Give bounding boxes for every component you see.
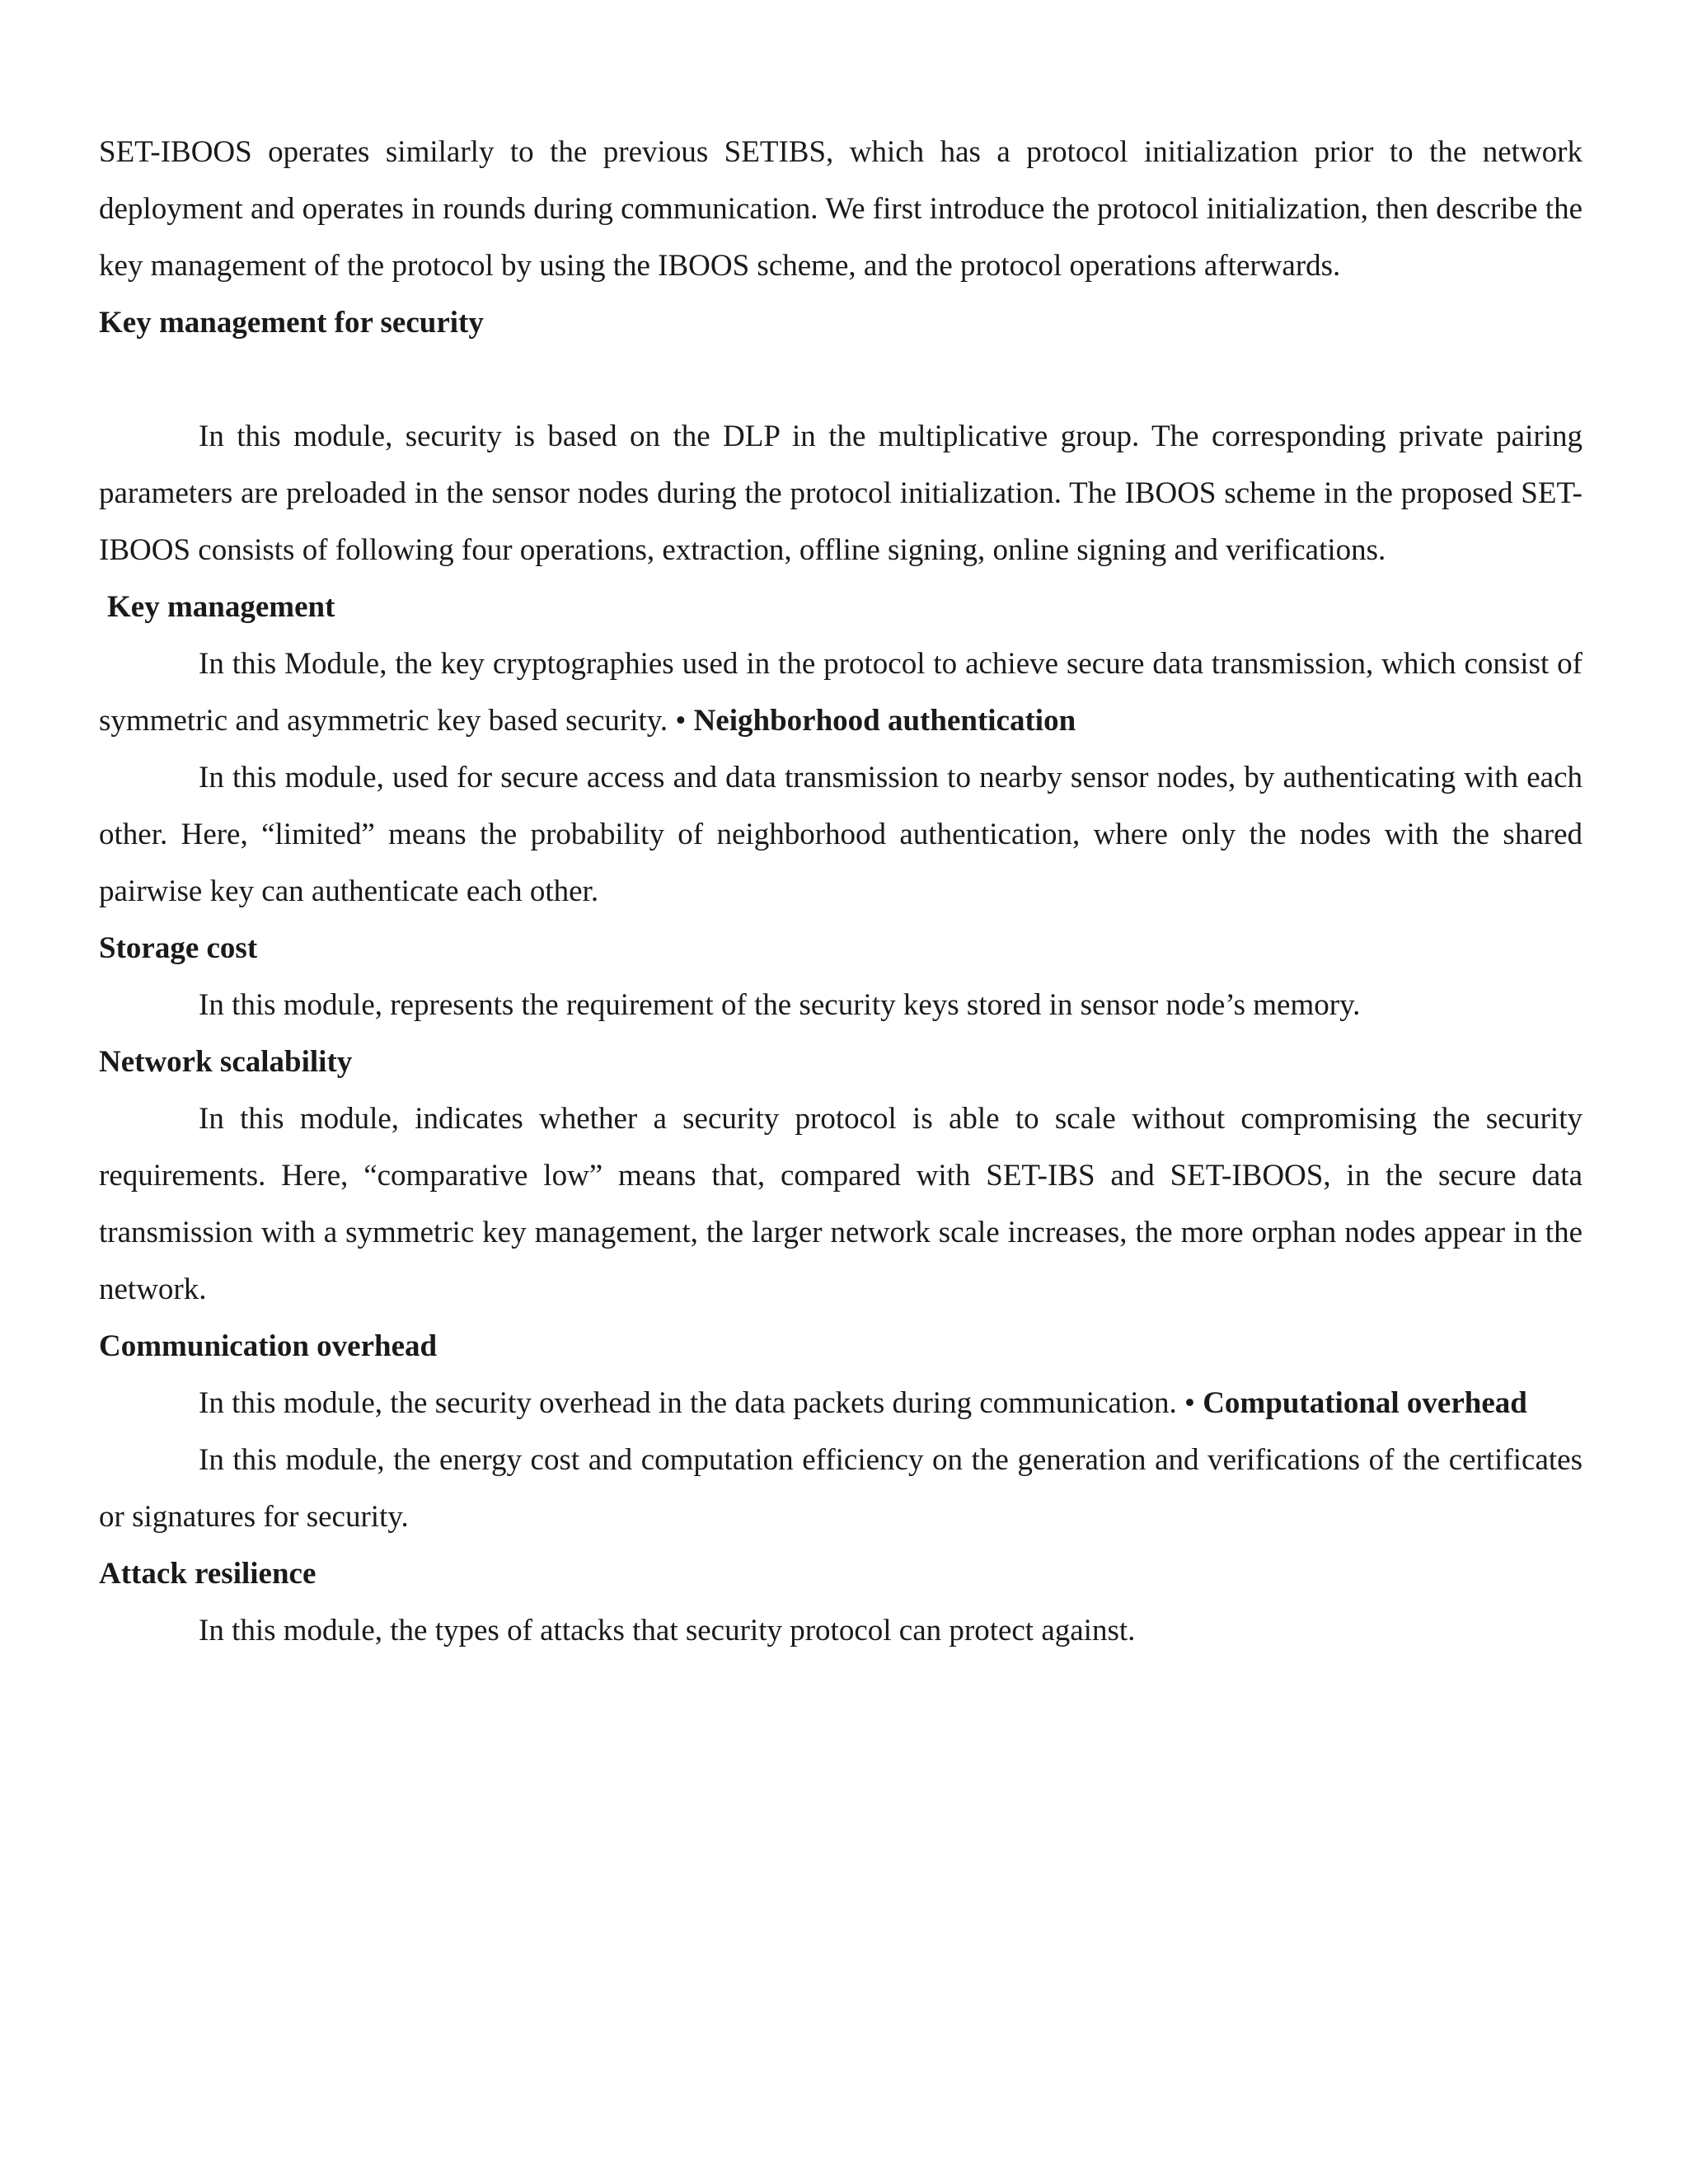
heading-storage-cost: Storage cost bbox=[99, 931, 258, 965]
heading-key-management-for-security: Key management for security bbox=[99, 306, 484, 340]
paragraph-attack-resilience: In this module, the types of attacks that security protocol can protect against. bbox=[199, 1614, 1136, 1647]
heading-communication-overhead: Communication overhead bbox=[99, 1329, 438, 1363]
heading-network-scalability: Network scalability bbox=[99, 1045, 353, 1079]
heading-key-management: Key management bbox=[107, 590, 335, 624]
heading-neighborhood-authentication: Neighborhood authentication bbox=[693, 704, 1076, 738]
document-page bbox=[99, 124, 1582, 1659]
spacer bbox=[99, 351, 1582, 408]
paragraph-communication-overhead bbox=[99, 1375, 1582, 1432]
paragraph-computational-overhead: In this module, the energy cost and computation efficiency on the generation and verifications of the certificates or signatures for security. bbox=[99, 1443, 1582, 1534]
intro-paragraph: SET-IBOOS operates similarly to the previous SETIBS, which has a protocol initialization prior to the network deployment and operates in rounds during communication. We first introduce the protocol initialization, then describe the key management of the protocol by using the IBOOS scheme, and the protocol operations afterwards. bbox=[99, 135, 1582, 283]
paragraph-storage-cost: In this module, represents the requirement of the security keys stored in sensor node’s memory. bbox=[199, 988, 1361, 1022]
heading-computational-overhead: Computational overhead bbox=[1203, 1386, 1527, 1420]
paragraph-key-management-for-security: In this module, security is based on the DLP in the multiplicative group. The corresponding private pairing parameters are preloaded in the sensor nodes during the protocol initialization. The IBOOS scheme in the proposed SET-IBOOS consists of following four operations, extraction, offline signing, online signing and verifications. bbox=[99, 419, 1582, 567]
paragraph-key-management bbox=[99, 635, 1582, 749]
heading-attack-resilience: Attack resilience bbox=[99, 1557, 316, 1591]
paragraph-network-scalability: In this module, indicates whether a security protocol is able to scale without compromising the security requirements. Here, “comparative low” means that, compared with SET-IBS and SET-IBOOS, in the secure data transmission with a symmetric key management, the larger network scale increases, the more orphan nodes appear in the network. bbox=[99, 1102, 1582, 1306]
paragraph-communication-overhead-text: In this module, the security overhead in the data packets during communication. • bbox=[199, 1386, 1203, 1420]
paragraph-neighborhood-authentication: In this module, used for secure access and data transmission to nearby sensor nodes, by authenticating with each other. Here, “limited” means the probability of neighborhood authentication, where only the nodes with the shared pairwise key can authenticate each other. bbox=[99, 761, 1582, 908]
paragraph-key-management-text: In this Module, the key cryptographies used in the protocol to achieve secure data transmission, which consist of symmetric and asymmetric key based security. • bbox=[99, 647, 1582, 738]
